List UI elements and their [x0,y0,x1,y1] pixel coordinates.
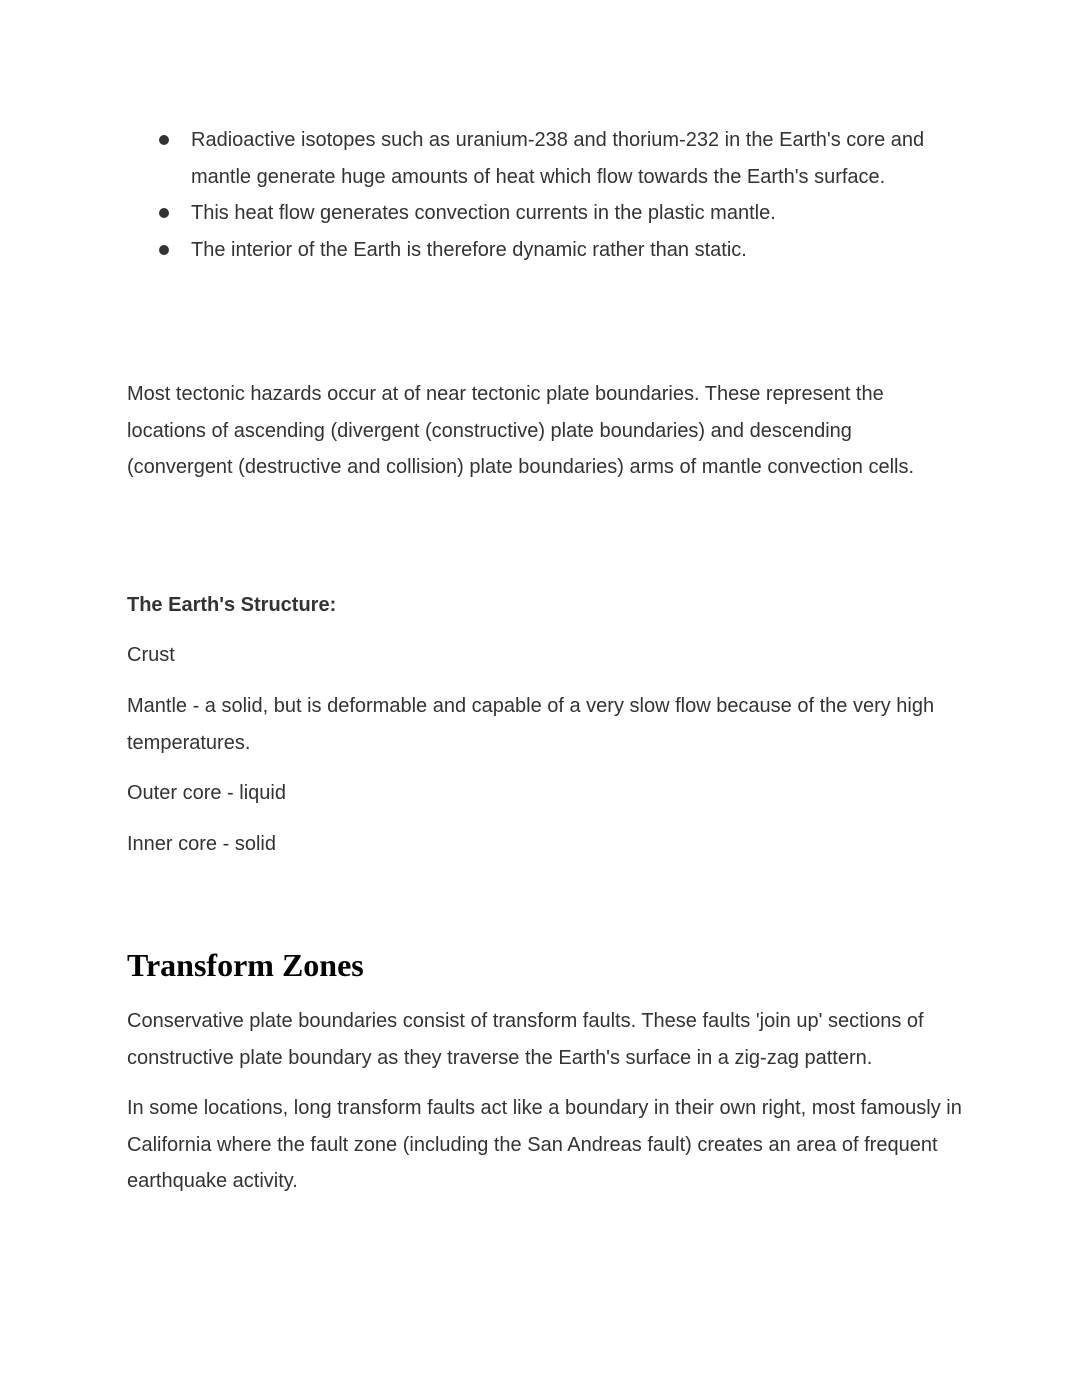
list-item [127,122,962,195]
bullet-icon [159,245,169,255]
hazards-paragraph: Most tectonic hazards occur at of near tectonic plate boundaries. These represent the locations of ascending (divergent (constructive) plate boundaries) and descending (convergent (destructive and collision) plate boundaries) arms of mantle convection cells. [127,383,915,478]
transform-zones-heading: Transform Zones [127,947,364,983]
list-item-text: The interior of the Earth is therefore dynamic rather than static. [191,238,747,261]
inner-core-text: Inner core - solid [127,833,276,855]
list-item-text: This heat flow generates convection currents in the plastic mantle. [191,202,776,224]
structure-heading: The Earth's Structure: [127,594,337,616]
transform-paragraph-1: Conservative plate boundaries consist of transform faults. These faults 'join up' sections of constructive plate boundary as they traverse the Earth's surface in a zig-zag pattern. [127,1010,924,1069]
outer-core-text: Outer core - liquid [127,782,286,804]
transform-paragraph-2: In some locations, long transform faults act like a boundary in their own right, most famously in California where the fault zone (including the San Andreas fault) creates an area of frequent earthquake activity. [127,1097,962,1192]
mantle-text: Mantle - a solid, but is deformable and capable of a very slow flow because of the very high temperatures. [127,695,935,754]
bullet-icon [159,135,169,145]
list-item [127,232,962,269]
bullet-icon [159,208,169,218]
heat-bullet-list [127,122,962,268]
list-item [127,195,962,232]
crust-text: Crust [127,644,175,666]
list-item-text: Radioactive isotopes such as uranium-238 and thorium-232 in the Earth's core and mantle generate huge amounts of heat which flow towards the Earth's surface. [191,129,925,188]
